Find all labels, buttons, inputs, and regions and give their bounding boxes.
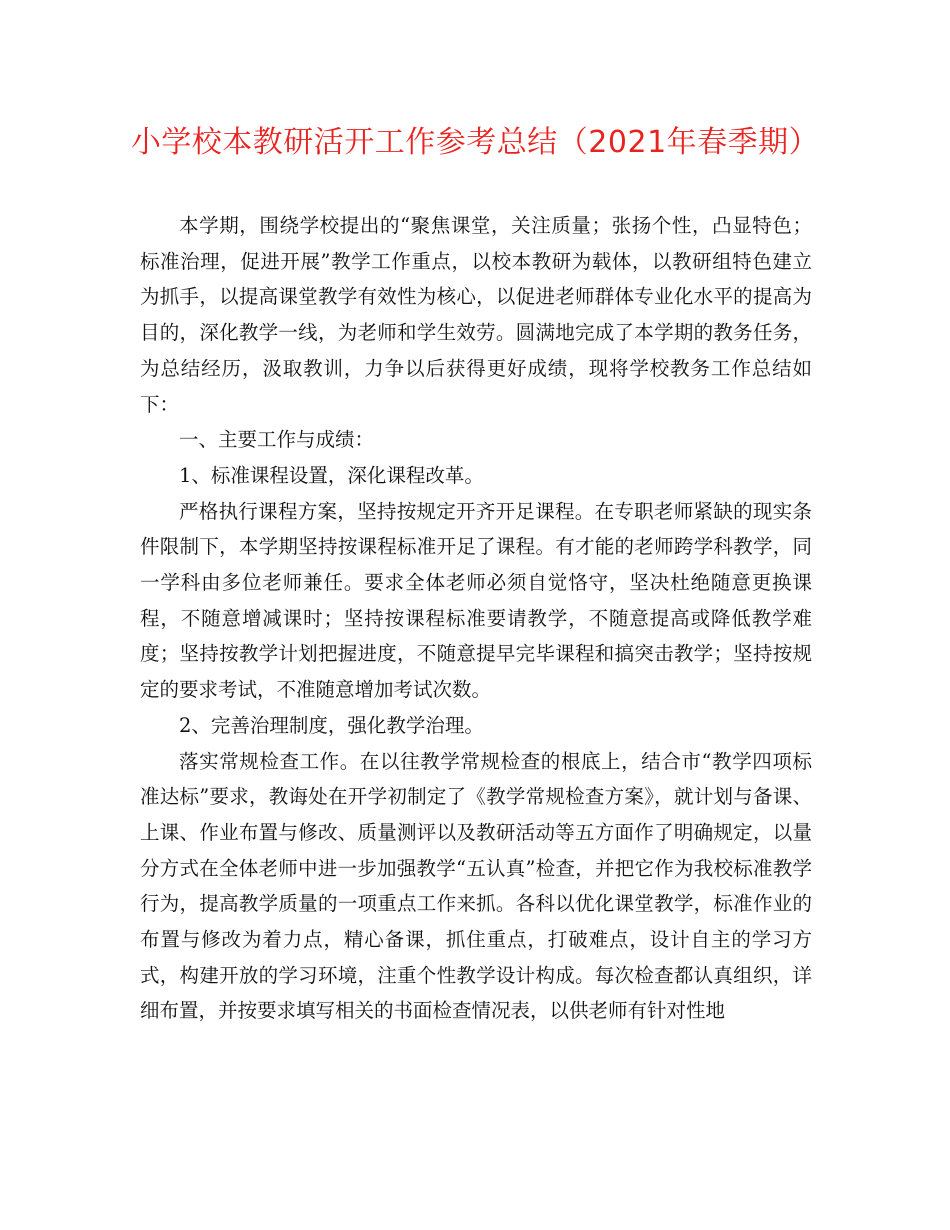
subsection-heading-curriculum: 1、标准课程设置，深化课程改革。 — [179, 463, 484, 487]
paragraph-curriculum: 严格执行课程方案，坚持按规定开齐开足课程。在专职老师紧缺的现实条件限制下，本学期坚持按课程标准开足了课程。有才能的老师跨学科教学，同一学科由多位老师兼任。要求全体老师必须自觉恪守，坚决杜绝随意更换课程，不随意增减课时；坚持按课程标准要请教学，不随意提高或降低教学难度；坚持按教学计划把握进度，不随意提早完毕课程和搞突击教学；坚持按规定的要求考试，不准随意增加考试次数。 — [140, 499, 812, 702]
paragraph-intro: 本学期，围绕学校提出的“聚焦课堂，关注质量；张扬个性，凸显特色；标准治理，促进开展”教学工作重点，以校本教研为载体，以教研组特色建立为抓手，以提高课堂教学有效性为核心，以促进老师群体专业化水平的提高为目的，深化教学一线，为老师和学生效劳。圆满地完成了本学期的教务任务，为总结经历，汲取教训，力争以后获得更好成绩，现将学校教务工作总结如下： — [140, 214, 812, 416]
paragraph-management: 落实常规检查工作。在以往教学常规检查的根底上，结合市“教学四项标准达标”要求，教诲处在开学初制定了《教学常规检查方案》，就计划与备课、上课、作业布置与修改、质量测评以及教研活动等五方面作了明确规定，以量分方式在全体老师中进一步加强教学“五认真”检查，并把它作为我校标准教学行为，提高教学质量的一项重点工作来抓。各科以优化课堂教学，标准作业的布置与修改为着力点，精心备课，抓住重点，打破难点，设计自主的学习方式，构建开放的学习环境，注重个性教学设计构成。每次检查都认真组织，详细布置，并按要求填写相关的书面检查情况表，以供老师有针对性地 — [140, 749, 812, 1023]
document-title: 小学校本教研活开工作参考总结（2021年春季期） — [130, 125, 820, 160]
section-heading-main-work: 一、主要工作与成绩： — [179, 428, 375, 452]
document-body — [140, 208, 812, 1029]
subsection-heading-management: 2、完善治理制度，强化教学治理。 — [179, 713, 484, 737]
